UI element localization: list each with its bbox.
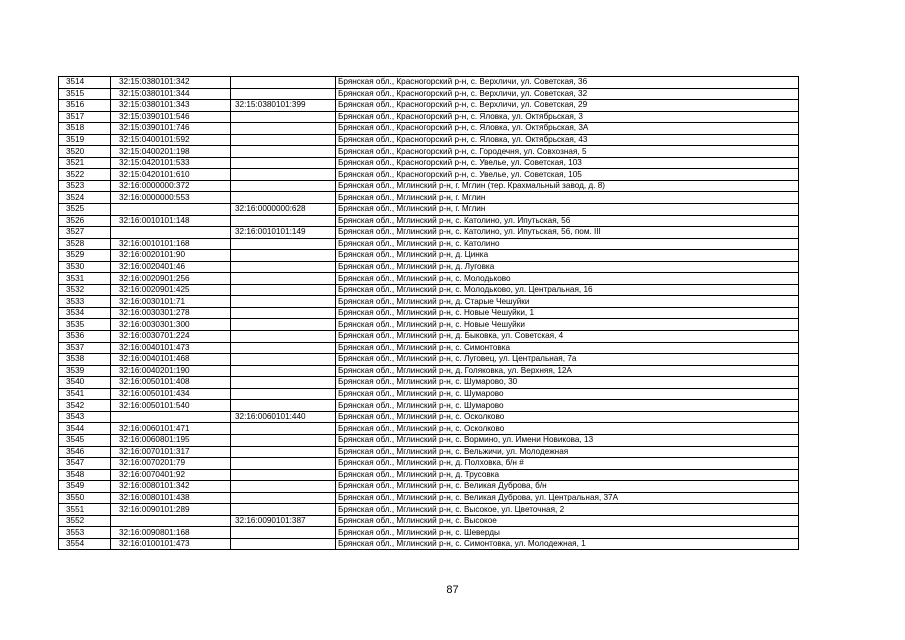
records-table-body: [59, 77, 799, 550]
cadastral-number-cell: 32:16:0100101:473: [111, 538, 231, 550]
row-number-cell: 3554: [59, 538, 111, 550]
related-cadastral-number-cell: [231, 492, 336, 504]
address-cell: Брянская обл., Мглинский р-н, д. Цинка: [336, 250, 799, 262]
cadastral-number-cell: 32:16:0050101:434: [111, 388, 231, 400]
table-row: [59, 250, 799, 262]
row-number-cell: 3547: [59, 458, 111, 470]
table-row: [59, 180, 799, 192]
related-cadastral-number-cell: 32:15:0380101:399: [231, 100, 336, 112]
row-number-cell: 3543: [59, 411, 111, 423]
table-row: [59, 100, 799, 112]
cadastral-number-cell: 32:16:0090801:168: [111, 527, 231, 539]
related-cadastral-number-cell: [231, 434, 336, 446]
address-cell: Брянская обл., Мглинский р-н, с. Шумарово: [336, 400, 799, 412]
address-cell: Брянская обл., Мглинский р-н, с. Шеверды: [336, 527, 799, 539]
table-row: [59, 331, 799, 343]
address-cell: Брянская обл., Мглинский р-н, с. Луговец, ул. Центральная, 7а: [336, 354, 799, 366]
table-row: [59, 515, 799, 527]
related-cadastral-number-cell: [231, 192, 336, 204]
table-row: [59, 111, 799, 123]
row-number-cell: 3518: [59, 123, 111, 135]
related-cadastral-number-cell: [231, 388, 336, 400]
related-cadastral-number-cell: [231, 88, 336, 100]
address-cell: Брянская обл., Мглинский р-н, с. Осколково: [336, 411, 799, 423]
row-number-cell: 3524: [59, 192, 111, 204]
related-cadastral-number-cell: [231, 77, 336, 89]
address-cell: Брянская обл., Мглинский р-н, с. Вельжичи, ул. Молодежная: [336, 446, 799, 458]
cadastral-number-cell: 32:16:0070101:317: [111, 446, 231, 458]
address-cell: Брянская обл., Красногорский р-н, с. Увелье, ул. Советская, 103: [336, 157, 799, 169]
related-cadastral-number-cell: [231, 319, 336, 331]
row-number-cell: 3534: [59, 307, 111, 319]
address-cell: Брянская обл., Мглинский р-н, д. Быковка, ул. Советская, 4: [336, 331, 799, 343]
cadastral-number-cell: 32:16:0020901:256: [111, 273, 231, 285]
address-cell: Брянская обл., Мглинский р-н, д. Голяковка, ул. Верхняя, 12А: [336, 365, 799, 377]
table-row: [59, 469, 799, 481]
cadastral-number-cell: 32:16:0030301:300: [111, 319, 231, 331]
cadastral-number-cell: 32:16:0010101:148: [111, 215, 231, 227]
cadastral-number-cell: 32:15:0400101:592: [111, 134, 231, 146]
cadastral-number-cell: 32:15:0420101:610: [111, 169, 231, 181]
related-cadastral-number-cell: [231, 296, 336, 308]
address-cell: Брянская обл., Мглинский р-н, г. Мглин (тер. Крахмальный завод, д. 8): [336, 180, 799, 192]
related-cadastral-number-cell: [231, 354, 336, 366]
row-number-cell: 3542: [59, 400, 111, 412]
page-number: 87: [446, 584, 459, 596]
cadastral-number-cell: 32:16:0040101:473: [111, 342, 231, 354]
address-cell: Брянская обл., Мглинский р-н, с. Молодьково: [336, 273, 799, 285]
related-cadastral-number-cell: [231, 134, 336, 146]
address-cell: Брянская обл., Мглинский р-н, г. Мглин: [336, 192, 799, 204]
related-cadastral-number-cell: [231, 146, 336, 158]
cadastral-number-cell: 32:15:0390101:746: [111, 123, 231, 135]
address-cell: Брянская обл., Красногорский р-н, с. Яловка, ул. Октябрьская, 3: [336, 111, 799, 123]
related-cadastral-number-cell: [231, 481, 336, 493]
row-number-cell: 3531: [59, 273, 111, 285]
address-cell: Брянская обл., Красногорский р-н, с. Яловка, ул. Октябрьская, 43: [336, 134, 799, 146]
related-cadastral-number-cell: 32:16:0090101:387: [231, 515, 336, 527]
related-cadastral-number-cell: [231, 157, 336, 169]
table-row: [59, 88, 799, 100]
cadastral-number-cell: 32:16:0090101:289: [111, 504, 231, 516]
row-number-cell: 3539: [59, 365, 111, 377]
address-cell: Брянская обл., Мглинский р-н, с. Высокое, ул. Цветочная, 2: [336, 504, 799, 516]
cadastral-number-cell: 32:16:0060801:195: [111, 434, 231, 446]
cadastral-number-cell: 32:16:0080101:342: [111, 481, 231, 493]
related-cadastral-number-cell: [231, 527, 336, 539]
address-cell: Брянская обл., Мглинский р-н, с. Вормино, ул. Имени Новикова, 13: [336, 434, 799, 446]
cadastral-number-cell: 32:16:0030301:278: [111, 307, 231, 319]
table-row: [59, 504, 799, 516]
address-cell: Брянская обл., Красногорский р-н, с. Верхличи, ул. Советская, 29: [336, 100, 799, 112]
table-row: [59, 458, 799, 470]
table-row: [59, 284, 799, 296]
row-number-cell: 3517: [59, 111, 111, 123]
row-number-cell: 3536: [59, 331, 111, 343]
row-number-cell: 3553: [59, 527, 111, 539]
row-number-cell: 3523: [59, 180, 111, 192]
address-cell: Брянская обл., Мглинский р-н, д. Трусовка: [336, 469, 799, 481]
row-number-cell: 3530: [59, 261, 111, 273]
table-row: [59, 192, 799, 204]
row-number-cell: 3541: [59, 388, 111, 400]
table-row: [59, 273, 799, 285]
address-cell: Брянская обл., Мглинский р-н, с. Новые Чешуйки, 1: [336, 307, 799, 319]
table-row: [59, 446, 799, 458]
row-number-cell: 3540: [59, 377, 111, 389]
address-cell: Брянская обл., Красногорский р-н, с. Верхличи, ул. Советская, 32: [336, 88, 799, 100]
related-cadastral-number-cell: [231, 458, 336, 470]
related-cadastral-number-cell: [231, 123, 336, 135]
row-number-cell: 3521: [59, 157, 111, 169]
table-row: [59, 342, 799, 354]
related-cadastral-number-cell: [231, 215, 336, 227]
row-number-cell: 3544: [59, 423, 111, 435]
row-number-cell: 3520: [59, 146, 111, 158]
address-cell: Брянская обл., Мглинский р-н, с. Симонтовка: [336, 342, 799, 354]
table-row: [59, 169, 799, 181]
address-cell: Брянская обл., Красногорский р-н, с. Увелье, ул. Советская, 105: [336, 169, 799, 181]
related-cadastral-number-cell: [231, 238, 336, 250]
address-cell: Брянская обл., Мглинский р-н, с. Шумарово, 30: [336, 377, 799, 389]
row-number-cell: 3519: [59, 134, 111, 146]
table-row: [59, 261, 799, 273]
address-cell: Брянская обл., Мглинский р-н, с. Новые Чешуйки: [336, 319, 799, 331]
row-number-cell: 3529: [59, 250, 111, 262]
table-row: [59, 538, 799, 550]
cadastral-number-cell: 32:16:0000000:372: [111, 180, 231, 192]
address-cell: Брянская обл., Мглинский р-н, с. Католино, ул. Ипутьская, 56: [336, 215, 799, 227]
cadastral-number-cell: 32:16:0020101:90: [111, 250, 231, 262]
related-cadastral-number-cell: [231, 307, 336, 319]
related-cadastral-number-cell: [231, 331, 336, 343]
table-row: [59, 307, 799, 319]
table-row: [59, 492, 799, 504]
row-number-cell: 3522: [59, 169, 111, 181]
cadastral-number-cell: 32:16:0030101:71: [111, 296, 231, 308]
row-number-cell: 3550: [59, 492, 111, 504]
related-cadastral-number-cell: [231, 504, 336, 516]
related-cadastral-number-cell: [231, 400, 336, 412]
row-number-cell: 3525: [59, 204, 111, 216]
address-cell: Брянская обл., Мглинский р-н, с. Великая Дуброва, б/н: [336, 481, 799, 493]
table-row: [59, 157, 799, 169]
related-cadastral-number-cell: [231, 446, 336, 458]
related-cadastral-number-cell: [231, 469, 336, 481]
table-row: [59, 215, 799, 227]
row-number-cell: 3535: [59, 319, 111, 331]
row-number-cell: 3545: [59, 434, 111, 446]
row-number-cell: 3527: [59, 227, 111, 239]
row-number-cell: 3514: [59, 77, 111, 89]
cadastral-number-cell: [111, 227, 231, 239]
table-row: [59, 296, 799, 308]
table-row: [59, 388, 799, 400]
cadastral-number-cell: 32:16:0070401:92: [111, 469, 231, 481]
table-row: [59, 481, 799, 493]
related-cadastral-number-cell: [231, 284, 336, 296]
related-cadastral-number-cell: 32:16:0010101:149: [231, 227, 336, 239]
related-cadastral-number-cell: 32:16:0060101:440: [231, 411, 336, 423]
cadastral-number-cell: 32:15:0380101:344: [111, 88, 231, 100]
table-row: [59, 423, 799, 435]
related-cadastral-number-cell: [231, 377, 336, 389]
row-number-cell: 3533: [59, 296, 111, 308]
address-cell: Брянская обл., Мглинский р-н, с. Высокое: [336, 515, 799, 527]
row-number-cell: 3551: [59, 504, 111, 516]
address-cell: Брянская обл., Мглинский р-н, д. Луговка: [336, 261, 799, 273]
related-cadastral-number-cell: [231, 111, 336, 123]
cadastral-number-cell: 32:15:0400201:198: [111, 146, 231, 158]
table-row: [59, 319, 799, 331]
cadastral-number-cell: 32:16:0030701:224: [111, 331, 231, 343]
row-number-cell: 3528: [59, 238, 111, 250]
cadastral-number-cell: 32:15:0390101:546: [111, 111, 231, 123]
address-cell: Брянская обл., Красногорский р-н, с. Городечня, ул. Совхозная, 5: [336, 146, 799, 158]
cadastral-number-cell: 32:16:0070201:79: [111, 458, 231, 470]
address-cell: Брянская обл., Мглинский р-н, с. Симонтовка, ул. Молодежная, 1: [336, 538, 799, 550]
row-number-cell: 3532: [59, 284, 111, 296]
table-row: [59, 354, 799, 366]
cadastral-number-cell: 32:16:0020401:46: [111, 261, 231, 273]
table-row: [59, 411, 799, 423]
related-cadastral-number-cell: 32:16:0000000:628: [231, 204, 336, 216]
address-cell: Брянская обл., Красногорский р-н, с. Яловка, ул. Октябрьская, 3А: [336, 123, 799, 135]
table-row: [59, 204, 799, 216]
table-row: [59, 238, 799, 250]
row-number-cell: 3538: [59, 354, 111, 366]
table-row: [59, 527, 799, 539]
table-row: [59, 400, 799, 412]
cadastral-number-cell: 32:16:0050101:540: [111, 400, 231, 412]
related-cadastral-number-cell: [231, 538, 336, 550]
address-cell: Брянская обл., Мглинский р-н, с. Шумарово: [336, 388, 799, 400]
address-cell: Брянская обл., Мглинский р-н, с. Католино, ул. Ипутьская, 56, пом. III: [336, 227, 799, 239]
related-cadastral-number-cell: [231, 365, 336, 377]
cadastral-number-cell: 32:15:0380101:342: [111, 77, 231, 89]
related-cadastral-number-cell: [231, 423, 336, 435]
address-cell: Брянская обл., Мглинский р-н, д. Полховка, б/н #: [336, 458, 799, 470]
row-number-cell: 3516: [59, 100, 111, 112]
address-cell: Брянская обл., Мглинский р-н, г. Мглин: [336, 204, 799, 216]
cadastral-number-cell: [111, 411, 231, 423]
table-row: [59, 365, 799, 377]
cadastral-number-cell: [111, 204, 231, 216]
address-cell: Брянская обл., Мглинский р-н, с. Осколково: [336, 423, 799, 435]
table-row: [59, 227, 799, 239]
table-row: [59, 77, 799, 89]
records-table: [58, 76, 799, 550]
cadastral-number-cell: 32:16:0010101:168: [111, 238, 231, 250]
cadastral-number-cell: 32:16:0000000:553: [111, 192, 231, 204]
related-cadastral-number-cell: [231, 261, 336, 273]
related-cadastral-number-cell: [231, 180, 336, 192]
table-row: [59, 123, 799, 135]
address-cell: Брянская обл., Мглинский р-н, с. Молодьково, ул. Центральная, 16: [336, 284, 799, 296]
row-number-cell: 3537: [59, 342, 111, 354]
row-number-cell: 3549: [59, 481, 111, 493]
cadastral-number-cell: 32:15:0380101:343: [111, 100, 231, 112]
row-number-cell: 3526: [59, 215, 111, 227]
cadastral-number-cell: 32:16:0040201:190: [111, 365, 231, 377]
address-cell: Брянская обл., Мглинский р-н, с. Великая Дуброва, ул. Центральная, 37А: [336, 492, 799, 504]
address-cell: Брянская обл., Мглинский р-н, с. Католино: [336, 238, 799, 250]
table-row: [59, 434, 799, 446]
related-cadastral-number-cell: [231, 273, 336, 285]
table-row: [59, 377, 799, 389]
related-cadastral-number-cell: [231, 342, 336, 354]
related-cadastral-number-cell: [231, 169, 336, 181]
table-row: [59, 134, 799, 146]
address-cell: Брянская обл., Красногорский р-н, с. Верхличи, ул. Советская, 36: [336, 77, 799, 89]
cadastral-number-cell: 32:15:0420101:533: [111, 157, 231, 169]
table-row: [59, 146, 799, 158]
cadastral-number-cell: 32:16:0050101:408: [111, 377, 231, 389]
cadastral-number-cell: [111, 515, 231, 527]
address-cell: Брянская обл., Мглинский р-н, д. Старые Чешуйки: [336, 296, 799, 308]
row-number-cell: 3515: [59, 88, 111, 100]
row-number-cell: 3546: [59, 446, 111, 458]
row-number-cell: 3548: [59, 469, 111, 481]
cadastral-number-cell: 32:16:0080101:438: [111, 492, 231, 504]
cadastral-number-cell: 32:16:0020901:425: [111, 284, 231, 296]
related-cadastral-number-cell: [231, 250, 336, 262]
cadastral-number-cell: 32:16:0040101:468: [111, 354, 231, 366]
cadastral-number-cell: 32:16:0060101:471: [111, 423, 231, 435]
row-number-cell: 3552: [59, 515, 111, 527]
